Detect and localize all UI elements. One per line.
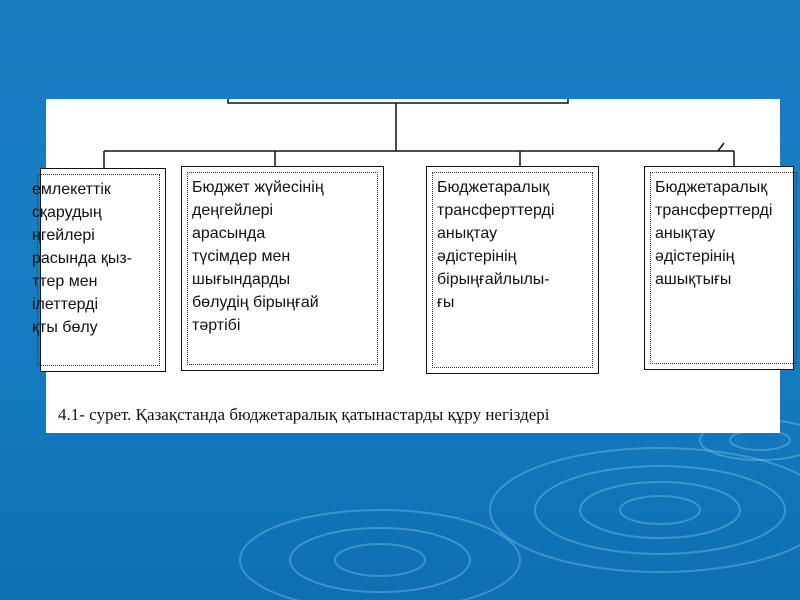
diagram-figure <box>32 99 780 433</box>
principle-box-4 <box>644 166 794 370</box>
principle-box-4-inner <box>650 172 797 364</box>
principle-box-1 <box>32 168 166 372</box>
figure-caption: 4.1- сурет. Қазақстанда бюджетаралық қатынастарды құру негіздері <box>58 405 550 424</box>
principle-box-1-text: емлекеттік сқарудың ңгейлері расында қыз- ттер мен ілеттерді қты бөлу <box>32 181 132 336</box>
principle-box-4-text: Бюджетаралық трансферттерді анықтау әдістерінің ашықтығы <box>655 179 773 288</box>
principle-box-3-inner <box>432 172 593 368</box>
principle-box-1-inner <box>32 174 160 366</box>
principle-box-2 <box>181 166 384 371</box>
principle-box-2-inner <box>187 172 378 365</box>
principle-box-3-text: Бюджетаралық трансферттерді анықтау әдістерінің бірыңғайлылы- ғы <box>437 179 555 311</box>
principle-box-3 <box>426 166 599 374</box>
principle-box-2-text: Бюджет жүйесінің деңгейлері арасында түсімдер мен шығындарды бөлудің бірыңғай тәртібі <box>192 179 324 334</box>
